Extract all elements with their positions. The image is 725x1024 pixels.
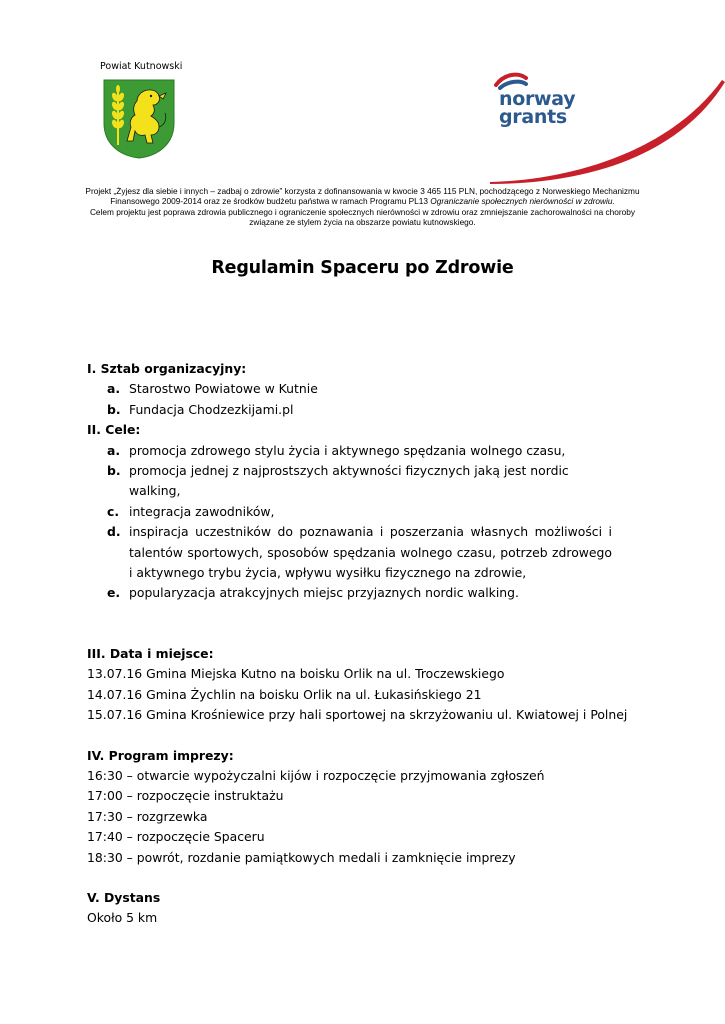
project-info-line	[60, 196, 665, 206]
program-line: 17:00 – rozpoczęcie instruktażu	[87, 788, 284, 804]
list-item-text: Fundacja Chodzezkijami.pl	[129, 401, 294, 417]
section-heading-goals: II. Cele:	[87, 422, 141, 438]
regulation-content	[87, 359, 628, 929]
list-letter: a.	[107, 381, 121, 397]
list-item	[87, 441, 612, 461]
list-item-text: popularyzacja atrakcyjnych miejsc przyjaznych nordic walking.	[129, 585, 519, 601]
document-title: Regulamin Spaceru po Zdrowie	[211, 258, 514, 278]
list-letter: c.	[107, 503, 120, 519]
logo-line-norway: norway	[499, 88, 576, 110]
project-info-line: związane ze stylem życia na obszarze powiatu kutnowskiego.	[249, 217, 476, 228]
list-item-text: Starostwo Powiatowe w Kutnie	[129, 381, 318, 397]
date-place-line: 13.07.16 Gmina Miejska Kutno na boisku Orlik na ul. Troczewskiego	[87, 666, 505, 682]
list-item	[87, 522, 612, 583]
list-item	[87, 400, 612, 420]
norway-grants-logo	[499, 90, 575, 126]
date-place-line: 15.07.16 Gmina Krośniewice przy hali sportowej na skrzyżowaniu ul. Kwiatowej i Polnej	[87, 707, 628, 723]
project-info-line: Celem projektu jest poprawa zdrowia publicznego i ograniczenie społecznych nierówności w zdrowiu oraz zmniejszanie zachorowalności na choroby	[89, 206, 636, 217]
date-place-line: 14.07.16 Gmina Żychlin na boisku Orlik na ul. Łukasińskiego 21	[87, 686, 482, 702]
section-heading-program: IV. Program imprezy:	[87, 747, 234, 763]
list-item	[87, 502, 612, 522]
list-item-text: integracja zawodników,	[129, 503, 275, 519]
program-line: 16:30 – otwarcie wypożyczalni kijów i rozpoczęcie przyjmowania zgłoszeń	[87, 767, 545, 783]
program-line: 17:40 – rozpoczęcie Spaceru	[87, 829, 265, 845]
section-heading-distance: V. Dystans	[87, 889, 161, 905]
logo-line-grants: grants	[499, 106, 567, 128]
list-item	[87, 461, 612, 502]
list-letter: e.	[107, 585, 121, 601]
list-item-text: promocja zdrowego stylu życia i aktywnego spędzania wolnego czasu,	[129, 442, 566, 458]
list-letter: b.	[107, 401, 121, 417]
list-letter: d.	[107, 524, 121, 540]
project-info	[60, 186, 665, 228]
section-heading-organizers: I. Sztab organizacyjny:	[87, 361, 247, 376]
list-letter: a.	[107, 442, 121, 458]
list-item	[87, 583, 612, 603]
program-line: 17:30 – rozgrzewka	[87, 808, 208, 824]
county-label: Powiat Kutnowski	[100, 61, 183, 72]
project-info-text: Finansowego 2009-2014 oraz ze środków budżetu państwa w ramach Programu PL13	[110, 196, 431, 207]
list-item	[87, 379, 612, 399]
list-letter: b.	[107, 463, 121, 479]
list-item-text: inspiracja uczestników do poznawania i poszerzania własnych możliwości i talentów sportowych, sposobów spędzania wolnego czasu, potrzeb zdrowego i aktywnego trybu życia, wpływu wysiłku fizycznego na zdrowie,	[129, 524, 612, 581]
project-info-line: Projekt „Żyjesz dla siebie i innych – zadbaj o zdrowie” korzysta z dofinansowania w kwocie 3 465 115 PLN, pochodzącego z Norweskiego Mechanizmu	[85, 186, 640, 196]
list-item-text: promocja jednej z najprostszych aktywności fizycznych jaką jest nordic walking,	[129, 463, 569, 499]
section-heading-dates: III. Data i miejsce:	[87, 645, 214, 661]
county-coat-of-arms-icon	[103, 79, 175, 159]
program-name: Ograniczanie społecznych nierówności w zdrowiu.	[430, 196, 615, 207]
distance-line: Około 5 km	[87, 910, 158, 926]
program-line: 18:30 – powrót, rozdanie pamiątkowych medali i zamknięcie imprezy	[87, 849, 516, 865]
